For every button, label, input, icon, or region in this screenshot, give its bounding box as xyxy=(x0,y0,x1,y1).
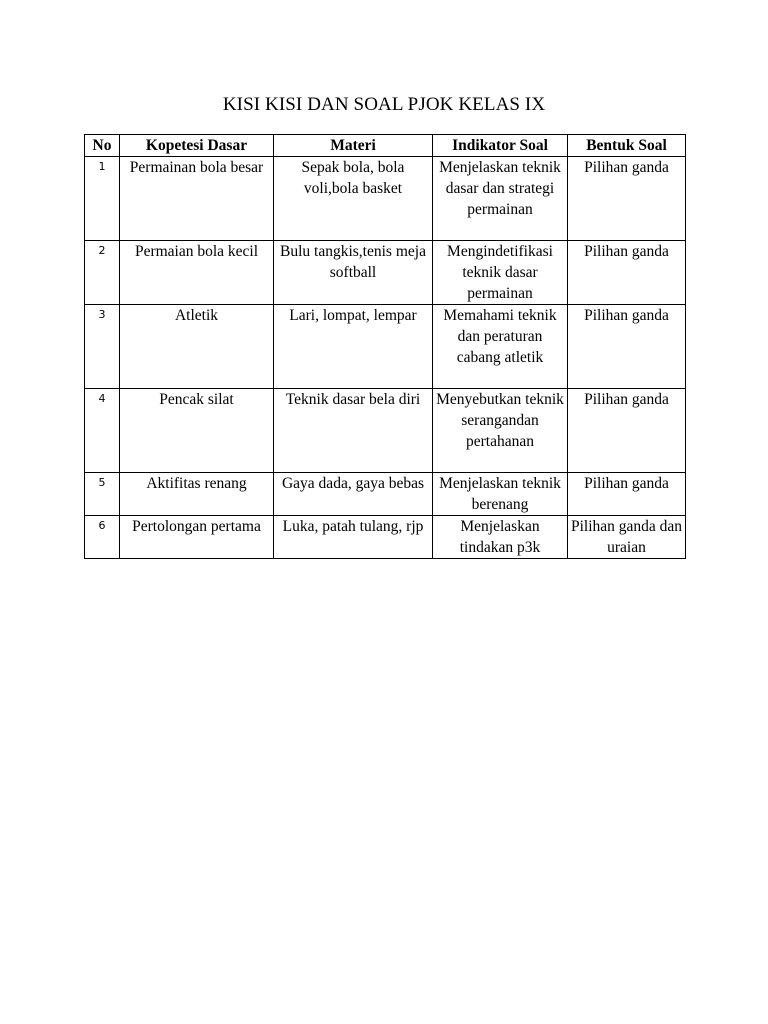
table-row xyxy=(85,157,686,241)
kisi-kisi-table xyxy=(84,134,686,559)
table-row xyxy=(85,389,686,473)
cell-bentuk-soal: Pilihan ganda xyxy=(568,389,686,473)
cell-no: 5 xyxy=(85,473,120,516)
cell-materi: Gaya dada, gaya bebas xyxy=(274,473,433,516)
table-row xyxy=(85,473,686,516)
cell-no: 2 xyxy=(85,241,120,305)
cell-no: 3 xyxy=(85,305,120,389)
cell-kompetensi-dasar: Atletik xyxy=(120,305,274,389)
cell-kompetensi-dasar: Aktifitas renang xyxy=(120,473,274,516)
cell-kompetensi-dasar: Permainan bola besar xyxy=(120,157,274,241)
cell-kompetensi-dasar: Pertolongan pertama xyxy=(120,516,274,559)
cell-materi: Lari, lompat, lempar xyxy=(274,305,433,389)
cell-indikator-soal: Menjelaskan teknik dasar dan strategi permainan xyxy=(433,157,568,241)
table-row xyxy=(85,516,686,559)
cell-bentuk-soal: Pilihan ganda xyxy=(568,305,686,389)
cell-indikator-soal: Mengindetifikasi teknik dasar permainan xyxy=(433,241,568,305)
table-row xyxy=(85,305,686,389)
header-bentuk-soal: Bentuk Soal xyxy=(568,135,686,157)
document-title: KISI KISI DAN SOAL PJOK KELAS IX xyxy=(222,94,546,115)
header-indikator-soal: Indikator Soal xyxy=(433,135,568,157)
table-header-row xyxy=(85,135,686,157)
cell-materi: Bulu tangkis,tenis meja softball xyxy=(274,241,433,305)
cell-bentuk-soal: Pilihan ganda xyxy=(568,157,686,241)
header-kompetensi-dasar: Kopetesi Dasar xyxy=(120,135,274,157)
cell-materi: Luka, patah tulang, rjp xyxy=(274,516,433,559)
cell-no: 4 xyxy=(85,389,120,473)
cell-bentuk-soal: Pilihan ganda xyxy=(568,473,686,516)
cell-indikator-soal: Menjelaskan teknik berenang xyxy=(433,473,568,516)
cell-no: 6 xyxy=(85,516,120,559)
cell-no: 1 xyxy=(85,157,120,241)
cell-kompetensi-dasar: Permaian bola kecil xyxy=(120,241,274,305)
cell-kompetensi-dasar: Pencak silat xyxy=(120,389,274,473)
cell-bentuk-soal: Pilihan ganda dan uraian xyxy=(568,516,686,559)
cell-materi: Sepak bola, bola voli,bola basket xyxy=(274,157,433,241)
cell-materi: Teknik dasar bela diri xyxy=(274,389,433,473)
cell-indikator-soal: Menyebutkan teknik serangandan pertahanan xyxy=(433,389,568,473)
cell-indikator-soal: Memahami teknik dan peraturan cabang atletik xyxy=(433,305,568,389)
cell-bentuk-soal: Pilihan ganda xyxy=(568,241,686,305)
header-materi: Materi xyxy=(274,135,433,157)
header-no: No xyxy=(85,135,120,157)
table-row xyxy=(85,241,686,305)
cell-indikator-soal: Menjelaskan tindakan p3k xyxy=(433,516,568,559)
